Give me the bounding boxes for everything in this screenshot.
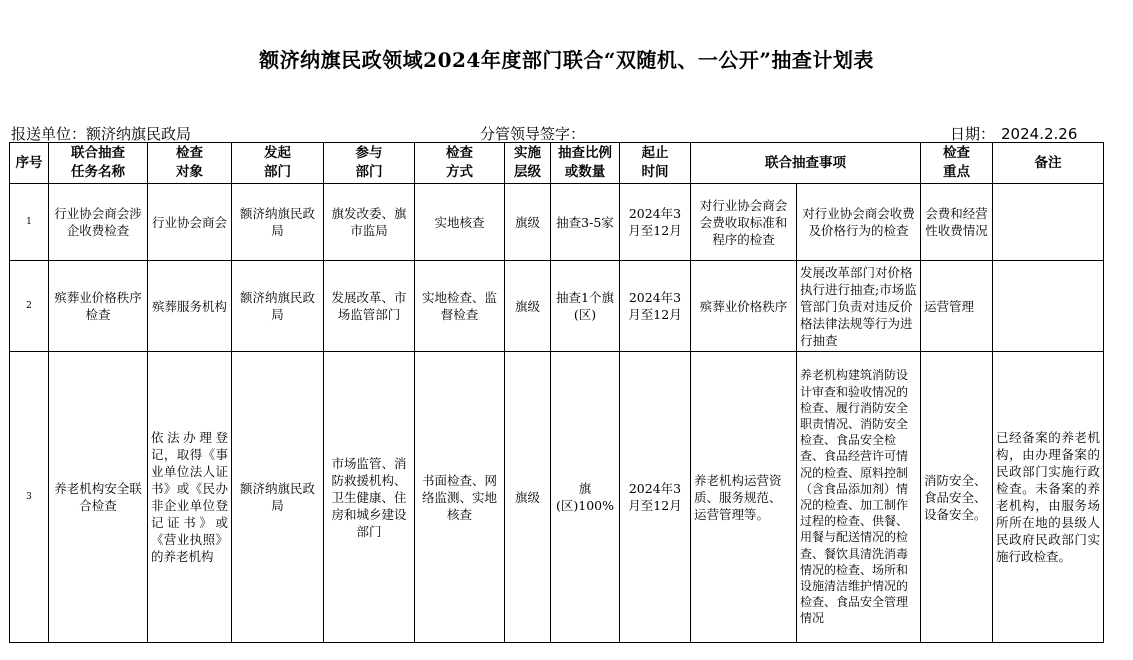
document-title: 额济纳旗民政领域2024年度部门联合“双随机、一公开”抽查计划表	[259, 48, 874, 72]
cell-participants: 市场监管、消防救援机构、卫生健康、住房和城乡建设部门	[324, 352, 415, 643]
header-joint-items: 联合抽查事项	[691, 143, 921, 184]
cell-level: 旗级	[505, 184, 551, 261]
cell-participants: 旗发改委、旗市监局	[324, 184, 415, 261]
cell-ratio: 旗(区)100%	[551, 352, 620, 643]
header-method: 检查 方式	[415, 143, 505, 184]
header-ratio: 抽查比例 或数量	[551, 143, 620, 184]
date-value: 2024.2.26	[1001, 125, 1078, 143]
cell-remark: 已经备案的养老机构，由办理备案的民政部门实施行政检查。未备案的养老机构，由服务场所所在地的县级人民政府民政部门实施行政检查。	[993, 352, 1104, 643]
cell-item-b: 发展改革部门对价格执行进行抽查;市场监管部门负责对违反价格法律法规等行为进行抽查	[797, 261, 921, 352]
cell-period: 2024年3月至12月	[620, 184, 691, 261]
table-row	[10, 261, 1104, 352]
cell-initiator: 额济纳旗民政局	[232, 184, 324, 261]
cell-level: 旗级	[505, 261, 551, 352]
cell-participants: 发展改革、市场监管部门	[324, 261, 415, 352]
cell-no: 3	[10, 352, 49, 643]
cell-object: 依法办理登记，取得《事业单位法人证书》或《民办非企业单位登记证书》或《营业执照》的养老机构	[148, 352, 232, 643]
cell-method: 实地检查、监督检查	[415, 261, 505, 352]
cell-initiator: 额济纳旗民政局	[232, 352, 324, 643]
cell-method: 实地核查	[415, 184, 505, 261]
header-focus: 检查 重点	[921, 143, 993, 184]
header-initiator: 发起 部门	[232, 143, 324, 184]
header-remark: 备注	[993, 143, 1104, 184]
table-row	[10, 184, 1104, 261]
reporting-unit: 报送单位：额济纳旗民政局	[11, 125, 192, 143]
cell-object: 行业协会商会	[148, 184, 232, 261]
table-header-row	[10, 143, 1104, 184]
cell-focus: 会费和经营性收费情况	[921, 184, 993, 261]
cell-remark	[993, 184, 1104, 261]
header-task: 联合抽查 任务名称	[49, 143, 148, 184]
cell-level: 旗级	[505, 352, 551, 643]
cell-focus: 消防安全、食品安全、设备安全。	[921, 352, 993, 643]
cell-period: 2024年3月至12月	[620, 261, 691, 352]
header-participants: 参与 部门	[324, 143, 415, 184]
cell-task: 殡葬业价格秩序检查	[49, 261, 148, 352]
cell-item-a: 殡葬业价格秩序	[691, 261, 797, 352]
header-no: 序号	[10, 143, 49, 184]
header-period: 起止 时间	[620, 143, 691, 184]
leader-signature-label: 分管领导签字：	[480, 125, 586, 143]
date-field	[950, 123, 1077, 144]
cell-remark	[993, 261, 1104, 352]
cell-task: 养老机构安全联合检查	[49, 352, 148, 643]
cell-no: 1	[10, 184, 49, 261]
inspection-plan-table	[9, 142, 1104, 643]
cell-focus: 运营管理	[921, 261, 993, 352]
cell-item-b: 养老机构建筑消防设计审查和验收情况的检查、履行消防安全职责情况、消防安全检查、食品安全检查、食品经营许可情况的检查、原料控制（含食品添加剂）情况的检查、加工制作过程的检查、供餐、用餐与配送情况的检查、餐饮具清洗消毒情况的检查、场所和设施清洁维护情况的检查、食品安全管理情况	[797, 352, 921, 643]
cell-initiator: 额济纳旗民政局	[232, 261, 324, 352]
cell-period: 2024年3月至12月	[620, 352, 691, 643]
table-row	[10, 352, 1104, 643]
cell-no: 2	[10, 261, 49, 352]
header-level: 实施 层级	[505, 143, 551, 184]
cell-task: 行业协会商会涉企收费检查	[49, 184, 148, 261]
cell-item-a: 对行业协会商会会费收取标准和程序的检查	[691, 184, 797, 261]
cell-ratio: 抽查3-5家	[551, 184, 620, 261]
cell-item-a: 养老机构运营资质、服务规范、运营管理等。	[691, 352, 797, 643]
cell-object: 殡葬服务机构	[148, 261, 232, 352]
cell-item-b: 对行业协会商会收费及价格行为的检查	[797, 184, 921, 261]
cell-method: 书面检查、网络监测、实地核查	[415, 352, 505, 643]
header-object: 检查 对象	[148, 143, 232, 184]
cell-ratio: 抽查1个旗(区)	[551, 261, 620, 352]
date-label: 日期：	[950, 125, 996, 143]
